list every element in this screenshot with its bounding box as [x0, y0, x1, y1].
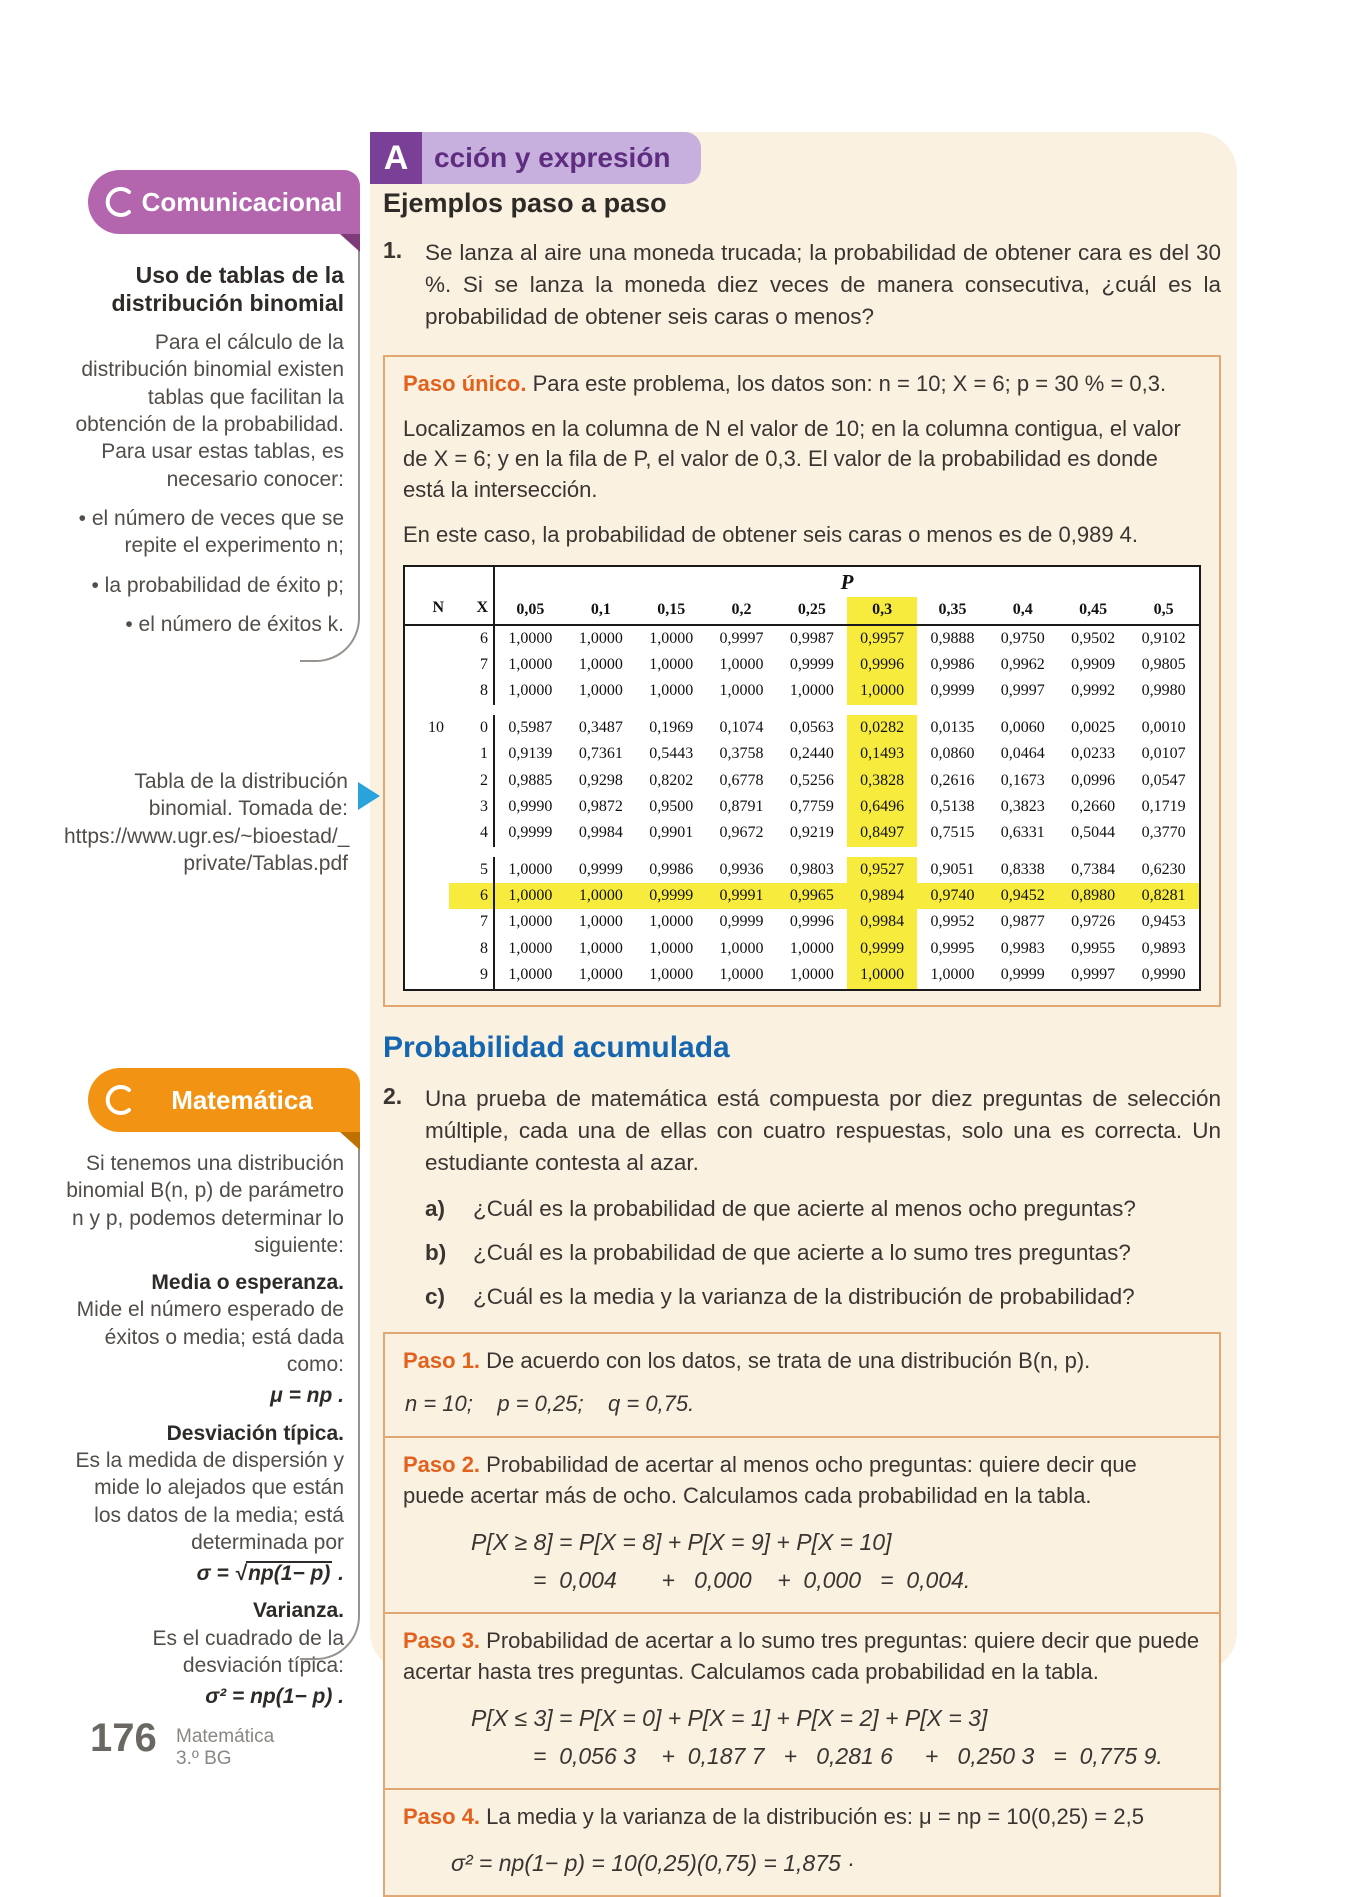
table-cell-value: 0,1719: [1141, 797, 1186, 815]
table-cell-x: 0: [449, 715, 494, 741]
paso-2-label: Paso 2.: [403, 1452, 481, 1478]
table-cell-value: 0,9991: [706, 883, 776, 909]
table-cell-x: 8: [449, 936, 494, 962]
table-p-header: 0,1: [566, 597, 636, 624]
media-formula: μ = np .: [270, 1384, 344, 1408]
table-cell-value: 0,1074: [719, 718, 764, 736]
table-cell-value: 1,0000: [649, 939, 694, 957]
paso-3-formula-result: = 0,056 3 + 0,187 7 + 0,281 6 + 0,250 3 = 0,775 9.: [533, 1742, 1163, 1769]
table-cell-value: 0,9740: [917, 883, 987, 909]
table-cell-x: 7: [449, 652, 494, 678]
table-cell-x: 6: [449, 625, 494, 652]
note-intro: Si tenemos una distribución binomial B(n, p) de parámetro n y p, podemos determinar lo siguiente:: [66, 1152, 344, 1257]
table-row: [404, 715, 1200, 741]
table-spacer: [404, 847, 1200, 857]
table-source-caption: Tabla de la distribución binomial. Tomada de: https://www.ugr.es/~bioestad/_ private/Tablas.pdf: [64, 770, 350, 875]
table-cell-value: 0,9726: [1071, 913, 1116, 931]
table-cell-value: 0,0563: [789, 718, 834, 736]
table-cell-value: 0,9999: [847, 936, 917, 962]
table-cell-value: 1,0000: [578, 913, 623, 931]
table-cell-value: 0,9888: [930, 629, 975, 647]
paso-1-line: n = 10; p = 0,25; q = 0,75.: [405, 1391, 695, 1417]
table-cell-value: 0,9500: [649, 797, 694, 815]
table-cell-value: 0,0060: [1000, 718, 1045, 736]
paso-unico-box: [383, 355, 1221, 1007]
problem-2-text: Una prueba de matemática está compuesta por diez preguntas de selección múltiple, cada una de ellas con cuatro respuestas, solo una es correcta. Un estudiante contesta al azar.: [425, 1085, 1221, 1175]
table-cell-n: [404, 820, 449, 846]
table-group-header-p: P: [840, 569, 854, 594]
table-cell-value: 0,9962: [1000, 655, 1045, 673]
table-cell-value: 1,0000: [847, 678, 917, 704]
note-bullet: • el número de éxitos k.: [125, 612, 344, 636]
table-cell-value: 0,8497: [847, 820, 917, 846]
table-cell-value: 0,9936: [719, 860, 764, 878]
table-cell-value: 0,9984: [578, 824, 623, 842]
table-cell-value: 0,9990: [1141, 966, 1186, 984]
table-cell-n: [404, 909, 449, 935]
section-title: Ejemplos paso a paso: [383, 188, 667, 218]
table-cell-n: [404, 625, 449, 652]
paso-4-formula: σ² = np(1− p) = 10(0,25)(0,75) = 1,875 ·: [451, 1849, 855, 1876]
table-cell-value: 0,9877: [1000, 913, 1045, 931]
table-cell-value: 1,0000: [719, 966, 764, 984]
table-cell-n: [404, 936, 449, 962]
table-row: [404, 820, 1200, 846]
table-cell-value: 1,0000: [508, 913, 553, 931]
table-cell-value: 0,9298: [578, 771, 623, 789]
problem-2-item-a: [425, 1196, 1221, 1222]
paso-unico-label: Paso único.: [403, 370, 527, 396]
table-cell-value: 0,7759: [789, 797, 834, 815]
table-p-header: 0,05: [494, 597, 566, 624]
table-cell-value: 0,9453: [1141, 913, 1186, 931]
subheading-probabilidad-acumulada: Probabilidad acumulada: [383, 1030, 730, 1064]
table-cell-value: 0,9987: [789, 629, 834, 647]
table-p-header: 0,2: [706, 597, 776, 624]
table-cell-value: 0,8281: [1128, 883, 1200, 909]
table-cell-value: 1,0000: [789, 939, 834, 957]
table-cell-value: 0,9872: [578, 797, 623, 815]
sidebar-tab-comunicacional: [88, 170, 360, 234]
table-cell-value: 0,8791: [719, 797, 764, 815]
table-row: [404, 883, 1200, 909]
page-number: 176: [90, 1716, 157, 1760]
table-cell-value: 0,9997: [1000, 682, 1045, 700]
sidebar-tab-comunicacional-label: Comunicacional: [141, 186, 343, 217]
table-cell-value: 0,9999: [636, 883, 706, 909]
table-cell-value: 1,0000: [719, 682, 764, 700]
table-cell-x: 8: [449, 678, 494, 704]
table-cell-value: 0,9986: [649, 860, 694, 878]
table-cell-value: 1,0000: [578, 655, 623, 673]
problem-2-item-b: [425, 1240, 1221, 1266]
table-cell-value: 1,0000: [508, 655, 553, 673]
table-cell-value: 0,1969: [649, 718, 694, 736]
paso-3-formula: P[X ≤ 3] = P[X = 0] + P[X = 1] + P[X = 2] + P[X = 3]: [471, 1704, 988, 1731]
table-cell-x: 2: [449, 768, 494, 794]
table-cell-value: 0,2660: [1071, 797, 1116, 815]
c-ring-icon: [100, 1080, 140, 1120]
matematica-note: [66, 1150, 344, 1711]
table-cell-value: 1,0000: [789, 966, 834, 984]
table-cell-value: 0,9102: [1141, 629, 1186, 647]
table-p-header: 0,45: [1058, 597, 1128, 624]
table-cell-value: 1,0000: [578, 682, 623, 700]
table-cell-value: 0,9672: [719, 824, 764, 842]
table-cell-value: 1,0000: [649, 655, 694, 673]
table-cell-value: 1,0000: [719, 655, 764, 673]
table-cell-value: 0,9999: [578, 860, 623, 878]
paso-4-box: Paso 4. La media y la varianza de la distribución es: μ = np = 10(0,25) = 2,5 σ² = np(1− p) = 10(0,25)(0,75) = 1,875 ·: [383, 1788, 1221, 1897]
varianza-text: Es el cuadrado de la desviación típica:: [152, 1626, 344, 1678]
table-cell-value: 0,3823: [1000, 797, 1045, 815]
table-cell-value: 1,0000: [930, 966, 975, 984]
table-cell-value: 1,0000: [508, 629, 553, 647]
table-cell-value: 0,9805: [1141, 655, 1186, 673]
table-cell-value: 1,0000: [649, 629, 694, 647]
table-cell-value: 1,0000: [508, 860, 553, 878]
item-text: ¿Cuál es la probabilidad de que acierte a lo sumo tres preguntas?: [473, 1240, 1131, 1266]
note-body: Para el cálculo de la distribución binomial existen tablas que facilitan la obtención de la probabilidad. Para usar estas tablas, es necesario conocer:: [75, 331, 344, 491]
book-grade-line: 3.º BG: [176, 1747, 232, 1769]
table-row: [404, 794, 1200, 820]
table-p-header: 0,5: [1128, 597, 1200, 624]
table-row: [404, 741, 1200, 767]
table-cell-value: 0,0547: [1141, 771, 1186, 789]
table-cell-value: 0,9051: [930, 860, 975, 878]
table-cell-value: 0,5987: [508, 718, 553, 736]
table-row: [404, 936, 1200, 962]
paso-2-formula-result: = 0,004 + 0,000 + 0,000 = 0,004.: [533, 1566, 971, 1593]
table-cell-value: 1,0000: [566, 883, 636, 909]
table-p-header: 0,4: [988, 597, 1058, 624]
table-cell-value: 0,9995: [930, 939, 975, 957]
table-cell-value: 0,6230: [1141, 860, 1186, 878]
table-row: [404, 652, 1200, 678]
section-header-title: cción y expresión: [422, 132, 701, 184]
table-cell-x: 5: [449, 857, 494, 883]
table-cell-value: 0,8338: [1000, 860, 1045, 878]
section-header: [370, 132, 701, 184]
paso-3-box: Paso 3. Probabilidad de acertar a lo sumo tres preguntas: quiere decir que puede acertar hasta tres preguntas. Calculamos cada probabilidad en la tabla. P[X ≤ 3] = P[X = 0] + P[X = 1] + P[X = 2] + P[X = 3] = 0,056 3 + 0,187 7 + 0,281 6 + 0,250 3 = 0,775 9.: [383, 1612, 1221, 1790]
table-cell-value: 0,3487: [578, 718, 623, 736]
table-cell-value: 0,0010: [1141, 718, 1186, 736]
table-row: [404, 768, 1200, 794]
table-cell-value: 0,9139: [508, 745, 553, 763]
table-cell-value: 0,0025: [1071, 718, 1116, 736]
table-cell-value: 0,8202: [649, 771, 694, 789]
item-letter: b): [425, 1240, 447, 1266]
table-cell-value: 0,3828: [847, 768, 917, 794]
paso-unico-intro: Paso único. Para este problema, los datos son: n = 10; X = 6; p = 30 % = 0,3.: [403, 370, 1167, 396]
table-p-header: 0,3: [847, 597, 917, 624]
table-cell-value: 0,3770: [1141, 824, 1186, 842]
table-cell-x: 3: [449, 794, 494, 820]
table-cell-value: 0,1493: [847, 741, 917, 767]
table-cell-value: 0,9990: [508, 797, 553, 815]
table-cell-value: 1,0000: [789, 682, 834, 700]
table-cell-value: 0,9955: [1071, 939, 1116, 957]
table-row: [404, 962, 1200, 989]
table-cell-value: 0,5443: [649, 745, 694, 763]
table-cell-x: 4: [449, 820, 494, 846]
desviacion-title: Desviación típica.: [166, 1421, 344, 1445]
table-cell-value: 0,6778: [719, 771, 764, 789]
table-corner-header: X: [449, 566, 494, 625]
table-cell-value: 1,0000: [649, 913, 694, 931]
binomial-table: [403, 565, 1201, 991]
table-cell-value: 0,9983: [1000, 939, 1045, 957]
media-text: Mide el número esperado de éxitos o media; está dada como:: [76, 1298, 344, 1377]
table-cell-n: [404, 741, 449, 767]
table-cell-value: 0,2440: [789, 745, 834, 763]
table-p-header: 0,15: [636, 597, 706, 624]
table-cell-n: [404, 857, 449, 883]
paso-1-box: Paso 1. De acuerdo con los datos, se trata de una distribución B(n, p). n = 10; p = 0,25; q = 0,75.: [383, 1332, 1221, 1438]
comunicacional-note: [66, 262, 344, 638]
table-cell-value: 0,9996: [847, 652, 917, 678]
problem-2-number: 2.: [383, 1082, 403, 1109]
table-cell-n: [404, 678, 449, 704]
table-cell-value: 0,0107: [1141, 745, 1186, 763]
table-cell-value: 0,9997: [1071, 966, 1116, 984]
table-cell-value: 0,9803: [789, 860, 834, 878]
table-p-header: 0,25: [777, 597, 847, 624]
table-p-header: 0,35: [917, 597, 987, 624]
table-cell-value: 1,0000: [508, 682, 553, 700]
sidebar-tab-matematica-label: Matemática: [171, 1084, 313, 1115]
varianza-formula: σ² = np(1− p) .: [205, 1685, 344, 1709]
table-cell-value: 0,5256: [789, 771, 834, 789]
table-cell-value: 1,0000: [578, 939, 623, 957]
media-title: Media o esperanza.: [151, 1271, 344, 1295]
table-cell-x: 6: [449, 883, 494, 909]
item-text: ¿Cuál es la media y la varianza de la distribución de probabilidad?: [473, 1284, 1135, 1310]
table-corner-header: N: [404, 566, 449, 625]
table-cell-value: 0,9885: [508, 771, 553, 789]
table-cell-value: 0,9893: [1141, 939, 1186, 957]
table-cell-value: 0,6331: [1000, 824, 1045, 842]
table-cell-x: 1: [449, 741, 494, 767]
table-cell-value: 0,9452: [988, 883, 1058, 909]
table-cell-n: [404, 652, 449, 678]
book-title: [176, 1726, 274, 1770]
table-cell-value: 1,0000: [494, 883, 566, 909]
table-cell-value: 0,5138: [930, 797, 975, 815]
table-cell-value: 0,2616: [930, 771, 975, 789]
paso-3-label: Paso 3.: [403, 1628, 481, 1654]
table-cell-n: [404, 962, 449, 989]
paso-2-box: Paso 2. Probabilidad de acertar al menos ocho preguntas: quiere decir que puede acertar más de ocho. Calculamos cada probabilidad en la tabla. P[X ≥ 8] = P[X = 8] + P[X = 9] + P[X = 10] = 0,004 + 0,000 + 0,000 = 0,004.: [383, 1436, 1221, 1614]
table-cell-n: [404, 768, 449, 794]
table-cell-value: 0,8980: [1058, 883, 1128, 909]
table-cell-value: 0,0860: [930, 745, 975, 763]
paso-unico-paragraph: En este caso, la probabilidad de obtener seis caras o menos es de 0,989 4.: [403, 522, 1139, 547]
table-cell-value: 0,9957: [847, 625, 917, 652]
note-bullet: • la probabilidad de éxito p;: [91, 573, 344, 597]
paso-1-label: Paso 1.: [403, 1348, 481, 1374]
c-ring-icon: [100, 182, 140, 222]
table-cell-value: 0,7384: [1071, 860, 1116, 878]
problem-1-number: 1.: [383, 237, 403, 263]
table-cell-x: 9: [449, 962, 494, 989]
table-cell-value: 0,6496: [847, 794, 917, 820]
table-cell-value: 0,9999: [789, 655, 834, 673]
table-cell-value: 1,0000: [649, 682, 694, 700]
paso-2-formula: P[X ≥ 8] = P[X = 8] + P[X = 9] + P[X = 10]: [471, 1528, 892, 1555]
table-cell-value: 0,9750: [1000, 629, 1045, 647]
problem-2: [383, 1083, 1221, 1179]
table-cell-value: 0,9952: [930, 913, 975, 931]
table-cell-value: 0,9965: [777, 883, 847, 909]
item-text: ¿Cuál es la probabilidad de que acierte al menos ocho preguntas?: [473, 1196, 1136, 1222]
table-cell-value: 0,9909: [1071, 655, 1116, 673]
table-cell-value: 0,9894: [847, 883, 917, 909]
table-cell-value: 0,0282: [847, 715, 917, 741]
table-cell-value: 0,9901: [649, 824, 694, 842]
desviacion-formula: σ = √np(1− p) .: [196, 1562, 344, 1586]
table-cell-value: 0,9502: [1071, 629, 1116, 647]
table-cell-value: 0,0135: [930, 718, 975, 736]
varianza-title: Varianza.: [252, 1599, 344, 1623]
table-cell-n: 10: [428, 718, 444, 736]
note-title: Uso de tablas de la distribución binomial: [111, 262, 344, 316]
table-cell-value: 0,0996: [1071, 771, 1116, 789]
table-cell-value: 1,0000: [578, 966, 623, 984]
problem-1-text: Se lanza al aire una moneda trucada; la probabilidad de obtener cara es del 30 %. Si se lanza la moneda diez veces de manera consecutiva, ¿cuál es la probabilidad de obtener seis caras o menos?: [425, 240, 1221, 329]
problem-1: [383, 237, 1221, 333]
table-row: [404, 909, 1200, 935]
table-cell-value: 0,9997: [719, 629, 764, 647]
item-letter: a): [425, 1196, 446, 1222]
table-cell-value: 1,0000: [847, 962, 917, 989]
paso-4-label: Paso 4.: [403, 1804, 481, 1829]
table-cell-n: [404, 883, 449, 909]
table-cell-x: 7: [449, 909, 494, 935]
sidebar-tab-matematica: [88, 1068, 360, 1132]
table-cell-value: 0,3758: [719, 745, 764, 763]
table-cell-value: 0,7515: [930, 824, 975, 842]
table-cell-value: 1,0000: [508, 966, 553, 984]
table-cell-value: 0,9999: [508, 824, 553, 842]
note-bullet: • el número de veces que se repite el experimento n;: [78, 506, 344, 558]
section-badge-letter: A: [370, 132, 422, 184]
table-cell-value: 0,9999: [719, 913, 764, 931]
problem-2-item-c: [425, 1284, 1221, 1310]
table-row: [404, 678, 1200, 704]
item-letter: c): [425, 1284, 446, 1310]
book-title-line: Matemática: [176, 1726, 275, 1747]
table-cell-value: 0,1673: [1000, 771, 1045, 789]
table-cell-value: 0,5044: [1071, 824, 1116, 842]
table-cell-value: 0,9986: [930, 655, 975, 673]
table-cell-value: 0,7361: [578, 745, 623, 763]
table-cell-value: 0,9219: [789, 824, 834, 842]
paso-unico-paragraph: Localizamos en la columna de N el valor de 10; en la columna contigua, el valor de X = 6; y en la fila de P, el valor de 0,3. El valor de la probabilidad es donde está la intersección.: [403, 415, 1181, 503]
table-cell-value: 0,9996: [789, 913, 834, 931]
table-cell-value: 1,0000: [578, 629, 623, 647]
table-cell-value: 1,0000: [719, 939, 764, 957]
table-cell-value: 0,9527: [847, 857, 917, 883]
table-cell-value: 0,9999: [930, 682, 975, 700]
caption-arrow-icon: [358, 782, 380, 810]
desviacion-text: Es la medida de dispersión y mide lo alejados que están los datos de la media; está determinada por: [75, 1448, 344, 1554]
table-cell-value: 0,9992: [1071, 682, 1116, 700]
panel-content: [383, 132, 1221, 1897]
table-cell-value: 0,0464: [1000, 745, 1045, 763]
table-cell-value: 0,9980: [1141, 682, 1186, 700]
table-cell-value: 0,9984: [847, 909, 917, 935]
table-cell-value: 1,0000: [508, 939, 553, 957]
table-cell-value: 1,0000: [649, 966, 694, 984]
table-row: [404, 625, 1200, 652]
table-spacer: [404, 705, 1200, 715]
table-cell-value: 0,0233: [1071, 745, 1116, 763]
table-cell-value: 0,9999: [1000, 966, 1045, 984]
table-row: [404, 857, 1200, 883]
table-cell-n: [404, 794, 449, 820]
